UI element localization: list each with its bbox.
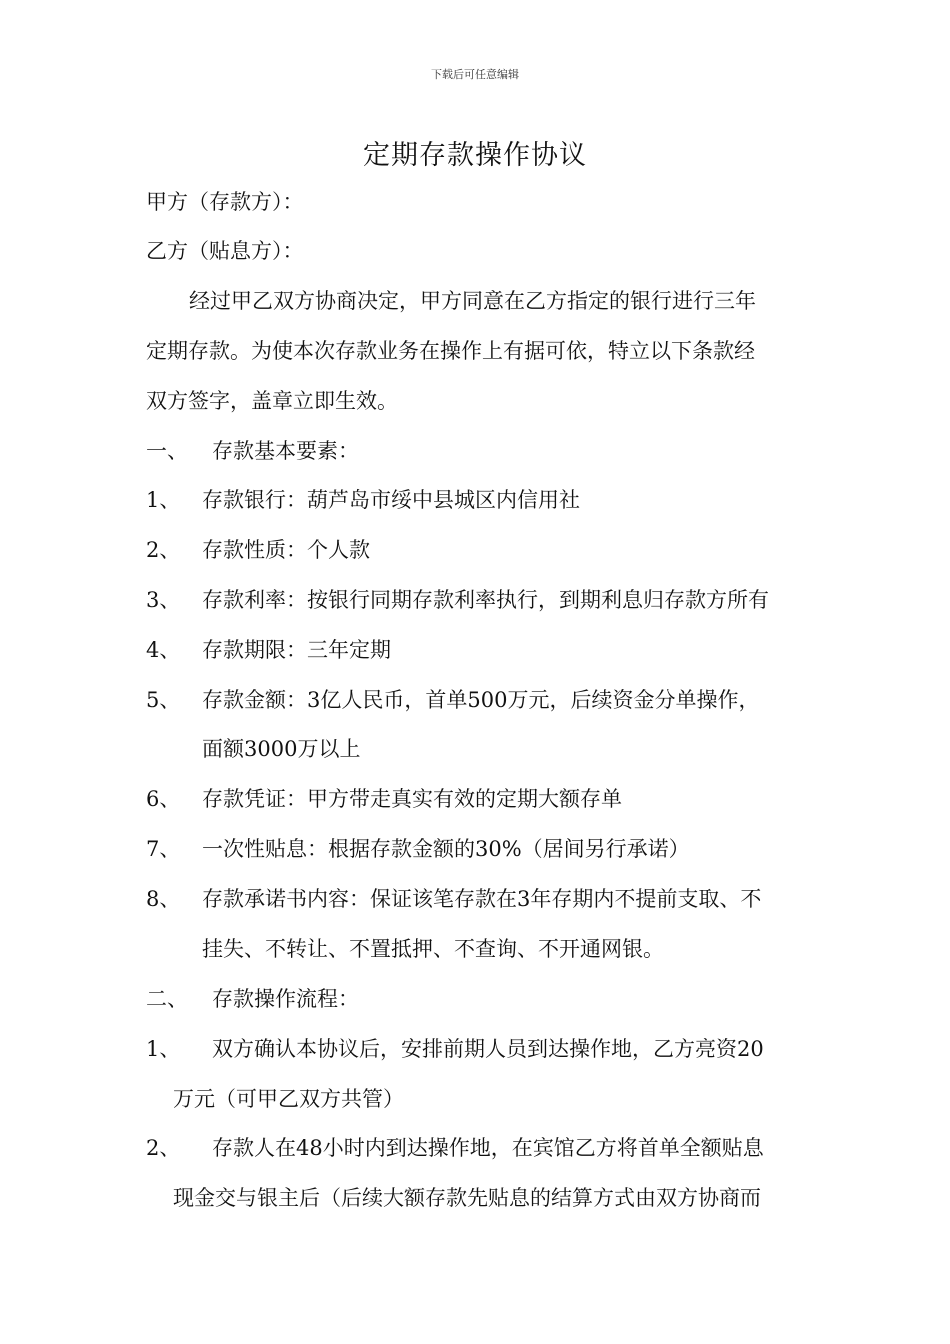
party-b-line: 乙方（贴息方）：: [146, 239, 304, 263]
s2-item-2-text: 存款人在48小时内到达操作地，在宾馆乙方将首单全额贴息: [212, 1136, 764, 1160]
s1-item-4-text: 存款期限：三年定期: [202, 638, 391, 662]
s1-item-6-num: 6、: [146, 787, 181, 811]
s2-item-1-num: 1、: [146, 1037, 181, 1061]
s1-item-5-cont: 面额3000万以上: [202, 737, 361, 761]
section-2-marker: 二、: [146, 987, 188, 1011]
s1-item-5-num: 5、: [146, 688, 181, 712]
header-note: 下载后可任意编辑: [431, 68, 519, 81]
s1-item-5-text: 存款金额：3亿人民币，首单500万元，后续资金分单操作，: [202, 688, 760, 712]
s2-item-1-text: 双方确认本协议后，安排前期人员到达操作地，乙方亮资20: [212, 1037, 764, 1061]
s2-item-2-cont: 现金交与银主后（后续大额存款先贴息的结算方式由双方协商而: [173, 1186, 761, 1210]
s1-item-8-num: 8、: [146, 887, 181, 911]
document-title: 定期存款操作协议: [363, 140, 587, 171]
intro-line-3: 双方签字，盖章立即生效。: [146, 389, 398, 413]
section-1-heading: 存款基本要素：: [212, 439, 359, 463]
s1-item-2-text: 存款性质：个人款: [202, 538, 370, 562]
s1-item-8-text: 存款承诺书内容：保证该笔存款在3年存期内不提前支取、不: [202, 887, 762, 911]
s1-item-8-cont: 挂失、不转让、不置抵押、不查询、不开通网银。: [202, 937, 664, 961]
s1-item-3-num: 3、: [146, 588, 181, 612]
s1-item-6-text: 存款凭证：甲方带走真实有效的定期大额存单: [202, 787, 622, 811]
s1-item-1-text: 存款银行：葫芦岛市绥中县城区内信用社: [202, 488, 580, 512]
s1-item-7-text: 一次性贴息：根据存款金额的30%（居间另行承诺）: [202, 837, 690, 861]
section-1-marker: 一、: [146, 439, 188, 463]
s1-item-4-num: 4、: [146, 638, 181, 662]
party-a-line: 甲方（存款方）：: [146, 190, 304, 214]
s1-item-1-num: 1、: [146, 488, 181, 512]
s2-item-1-cont: 万元（可甲乙双方共管）: [173, 1087, 404, 1111]
intro-line-2: 定期存款。为使本次存款业务在操作上有据可依，特立以下条款经: [146, 339, 755, 363]
section-2-heading: 存款操作流程：: [212, 987, 359, 1011]
s1-item-2-num: 2、: [146, 538, 181, 562]
s1-item-7-num: 7、: [146, 837, 181, 861]
intro-line-1: 经过甲乙双方协商决定，甲方同意在乙方指定的银行进行三年: [189, 289, 756, 313]
s2-item-2-num: 2、: [146, 1136, 181, 1160]
s1-item-3-text: 存款利率：按银行同期存款利率执行，到期利息归存款方所有: [202, 588, 769, 612]
